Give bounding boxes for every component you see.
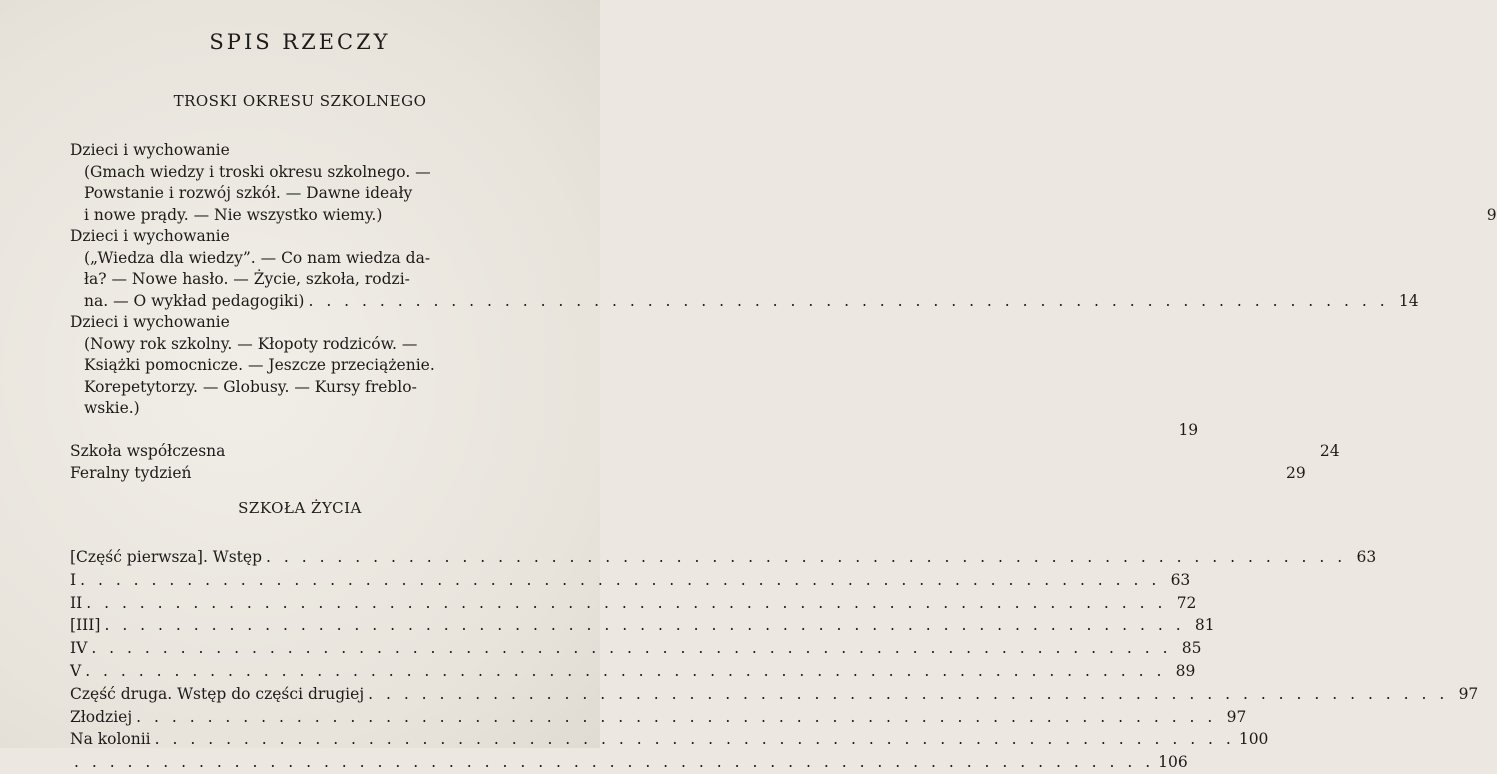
page-title: SPIS RZECZY [209, 30, 391, 54]
toc-entry-desc-line: ła? — Nowe hasło. — Życie, szkoła, rodzi- [84, 270, 410, 288]
page-number: 24 [1319, 442, 1340, 460]
toc-entry-desc-line: na. — O wykład pedagogiki) [84, 291, 305, 310]
toc-entry-heading: Feralny tydzień [70, 463, 192, 482]
toc-entry-heading: Dzieci i wychowanie [70, 227, 230, 245]
toc-section-troski [70, 140, 1497, 484]
leader-dots [86, 592, 1166, 615]
toc-row [70, 728, 1269, 751]
leader-dots [91, 637, 1171, 660]
toc-row-label: Złodziej [70, 707, 133, 726]
toc-row [70, 683, 1479, 706]
toc-section-szkola-zycia [70, 546, 1479, 774]
toc-entry-last-line [70, 205, 1497, 227]
page-number: 100 [1238, 730, 1269, 749]
page-number: 29 [1285, 463, 1306, 482]
toc-row-label: V [70, 661, 82, 680]
leader-dots [155, 728, 1235, 751]
toc-entry-desc-line: Korepetytorzy. — Globusy. — Kursy freblo- [84, 377, 417, 396]
page-number: 9 [1486, 205, 1497, 224]
toc-row [70, 546, 1377, 569]
toc-row-label: IV [70, 639, 88, 658]
toc-entry [70, 463, 1306, 485]
page-number: 89 [1175, 661, 1196, 680]
leader-dots [74, 751, 1154, 774]
toc-row [70, 660, 1196, 683]
page-number: 85 [1181, 639, 1202, 658]
leader-dots [308, 291, 1388, 313]
toc-row [70, 592, 1197, 615]
leader-dots [136, 706, 1216, 729]
toc-row [70, 706, 1247, 729]
toc-row-label: II [70, 593, 83, 612]
toc-entry-heading: Dzieci i wychowanie [70, 141, 230, 159]
toc-entry-desc-line: (Nowy rok szkolny. — Kłopoty rodziców. — [84, 334, 418, 353]
toc-row-label: [III] [70, 616, 101, 635]
page-number: 106 [1158, 753, 1188, 772]
toc-entry-desc-line: (Gmach wiedzy i troski okresu szkolnego. — [84, 162, 431, 181]
toc-entry-desc-line: i nowe prądy. — Nie wszystko wiemy.) [84, 205, 383, 224]
leader-dots [85, 660, 1165, 683]
toc-entry [70, 312, 528, 420]
toc-entry [70, 441, 1340, 463]
section-title-szkola-zycia: SZKOŁA ŻYCIA [238, 499, 362, 517]
toc-row-label: Część druga. Wstęp do części drugiej [70, 684, 365, 703]
leader-dots [368, 683, 1448, 706]
toc-entry-last-line [70, 420, 1199, 442]
toc-row [70, 569, 1191, 592]
leader-dots [80, 569, 1160, 592]
page-number: 63 [1170, 570, 1191, 589]
toc-entry [70, 226, 528, 291]
page-number: 97 [1458, 684, 1479, 703]
toc-entry-last-line [70, 291, 1419, 313]
toc-entry-desc-line: Powstanie i rozwój szkół. — Dawne ideały [84, 184, 413, 202]
toc-row [70, 751, 1188, 774]
toc-entry-heading: Dzieci i wychowanie [70, 313, 230, 331]
toc-row [70, 637, 1202, 660]
toc-row-label: I [70, 570, 77, 589]
page-number: 14 [1398, 291, 1419, 310]
page-number: 63 [1356, 548, 1377, 566]
toc-entry-desc-line: Książki pomocnicze. — Jeszcze przeciążenie. [84, 356, 435, 374]
page-number: 19 [1178, 420, 1199, 439]
toc-row-label: [Część pierwsza]. Wstęp [70, 548, 263, 566]
page-number: 72 [1176, 593, 1197, 612]
leader-dots [266, 546, 1346, 569]
page-number: 81 [1194, 616, 1215, 635]
toc-entry [70, 140, 528, 205]
toc-entry-desc-line: („Wiedza dla wiedzy”. — Co nam wiedza da- [84, 248, 431, 267]
toc-entry-desc-line: wskie.) [84, 399, 140, 417]
leader-dots [104, 614, 1184, 637]
toc-row-label: Na kolonii [70, 730, 151, 749]
toc-row [70, 614, 1215, 637]
section-title-troski: TROSKI OKRESU SZKOLNEGO [173, 92, 427, 110]
page-number: 97 [1226, 707, 1247, 726]
toc-entry-heading: Szkoła współczesna [70, 442, 226, 460]
